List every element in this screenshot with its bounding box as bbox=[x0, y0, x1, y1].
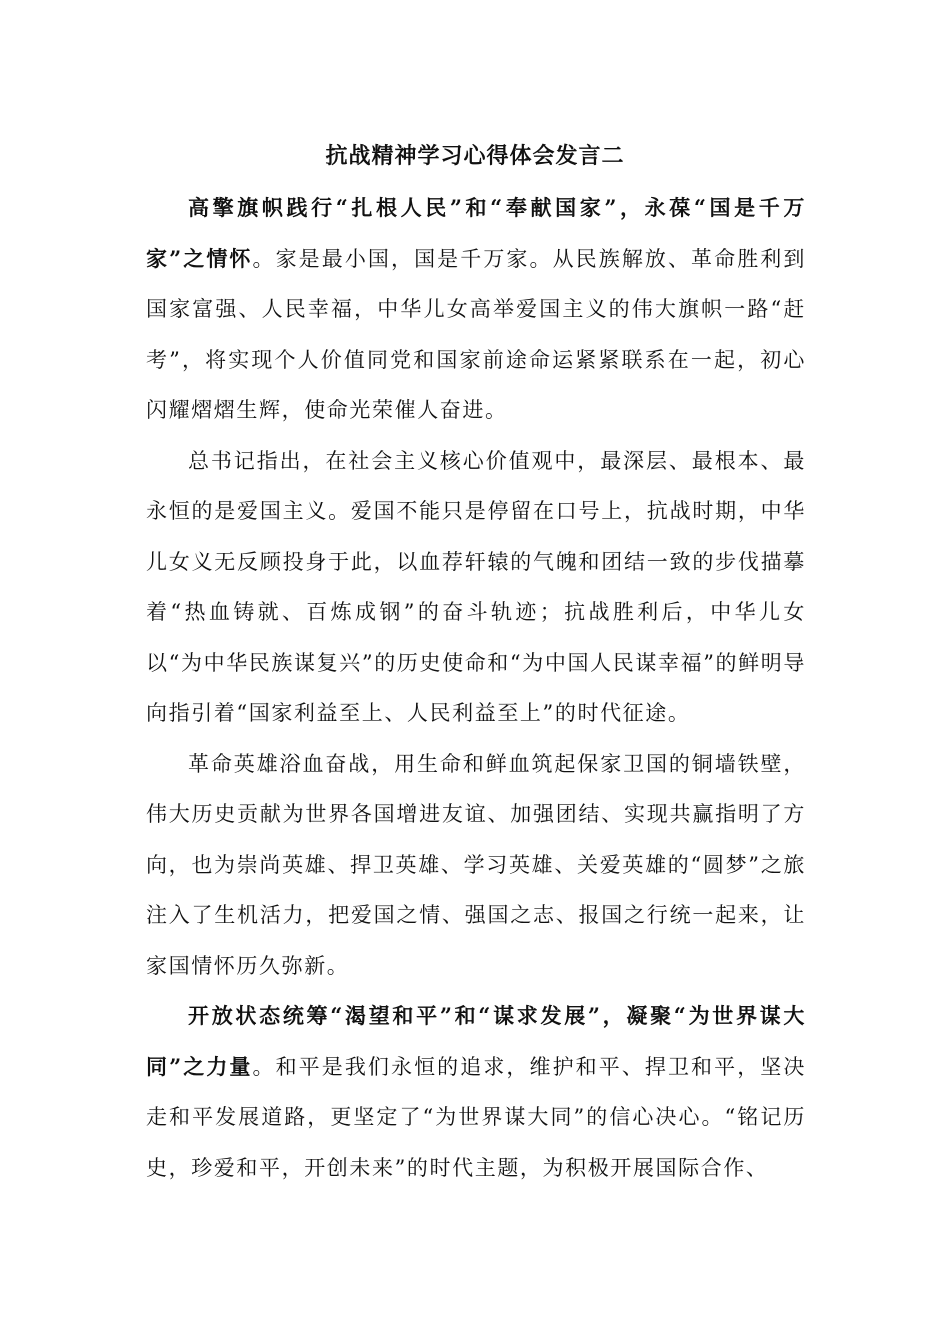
paragraph-2 bbox=[146, 436, 806, 739]
paragraph-4-lead: 开放状态统筹“渴望和平”和“谋求发展”，凝聚“为世界谋大同”之力量 bbox=[146, 1003, 806, 1079]
paragraph-1-lead: 高擎旗帜践行“扎根人民”和“奉献国家”，永葆“国是千万家”之情怀 bbox=[146, 195, 806, 271]
paragraph-4-text: 。和平是我们永恒的追求，维护和平、捍卫和平，坚决走和平发展道路，更坚定了“为世界谋大同”的信心决心。“铭记历史，珍爱和平，开创未来”的时代主题，为积极开展国际合作、 bbox=[146, 1054, 806, 1180]
paragraph-4 bbox=[146, 991, 806, 1193]
paragraph-1 bbox=[146, 183, 806, 436]
document-body bbox=[146, 183, 806, 1193]
paragraph-3 bbox=[146, 739, 806, 992]
paragraph-3-text: 革命英雄浴血奋战，用生命和鲜血筑起保家卫国的铜墙铁壁，伟大历史贡献为世界各国增进友谊、加强团结、实现共赢指明了方向，也为崇尚英雄、捍卫英雄、学习英雄、关爱英雄的“圆梦”之旅注入了生机活力，把爱国之情、强国之志、报国之行统一起来，让家国情怀历久弥新。 bbox=[146, 751, 806, 978]
paragraph-1-text: 。家是最小国，国是千万家。从民族解放、革命胜利到国家富强、人民幸福，中华儿女高举爱国主义的伟大旗帜一路“赶考”，将实现个人价值同党和国家前途命运紧紧联系在一起，初心闪耀熠熠生辉，使命光荣催人奋进。 bbox=[146, 246, 806, 422]
document-title: 抗战精神学习心得体会发言二 bbox=[325, 143, 625, 169]
paragraph-2-text: 总书记指出，在社会主义核心价值观中，最深层、最根本、最永恒的是爱国主义。爱国不能只是停留在口号上，抗战时期，中华儿女义无反顾投身于此，以血荐轩辕的气魄和团结一致的步伐描摹着“热血铸就、百炼成钢”的奋斗轨迹；抗战胜利后，中华儿女以“为中华民族谋复兴”的历史使命和“为中国人民谋幸福”的鲜明导向指引着“国家利益至上、人民利益至上”的时代征途。 bbox=[146, 448, 806, 725]
